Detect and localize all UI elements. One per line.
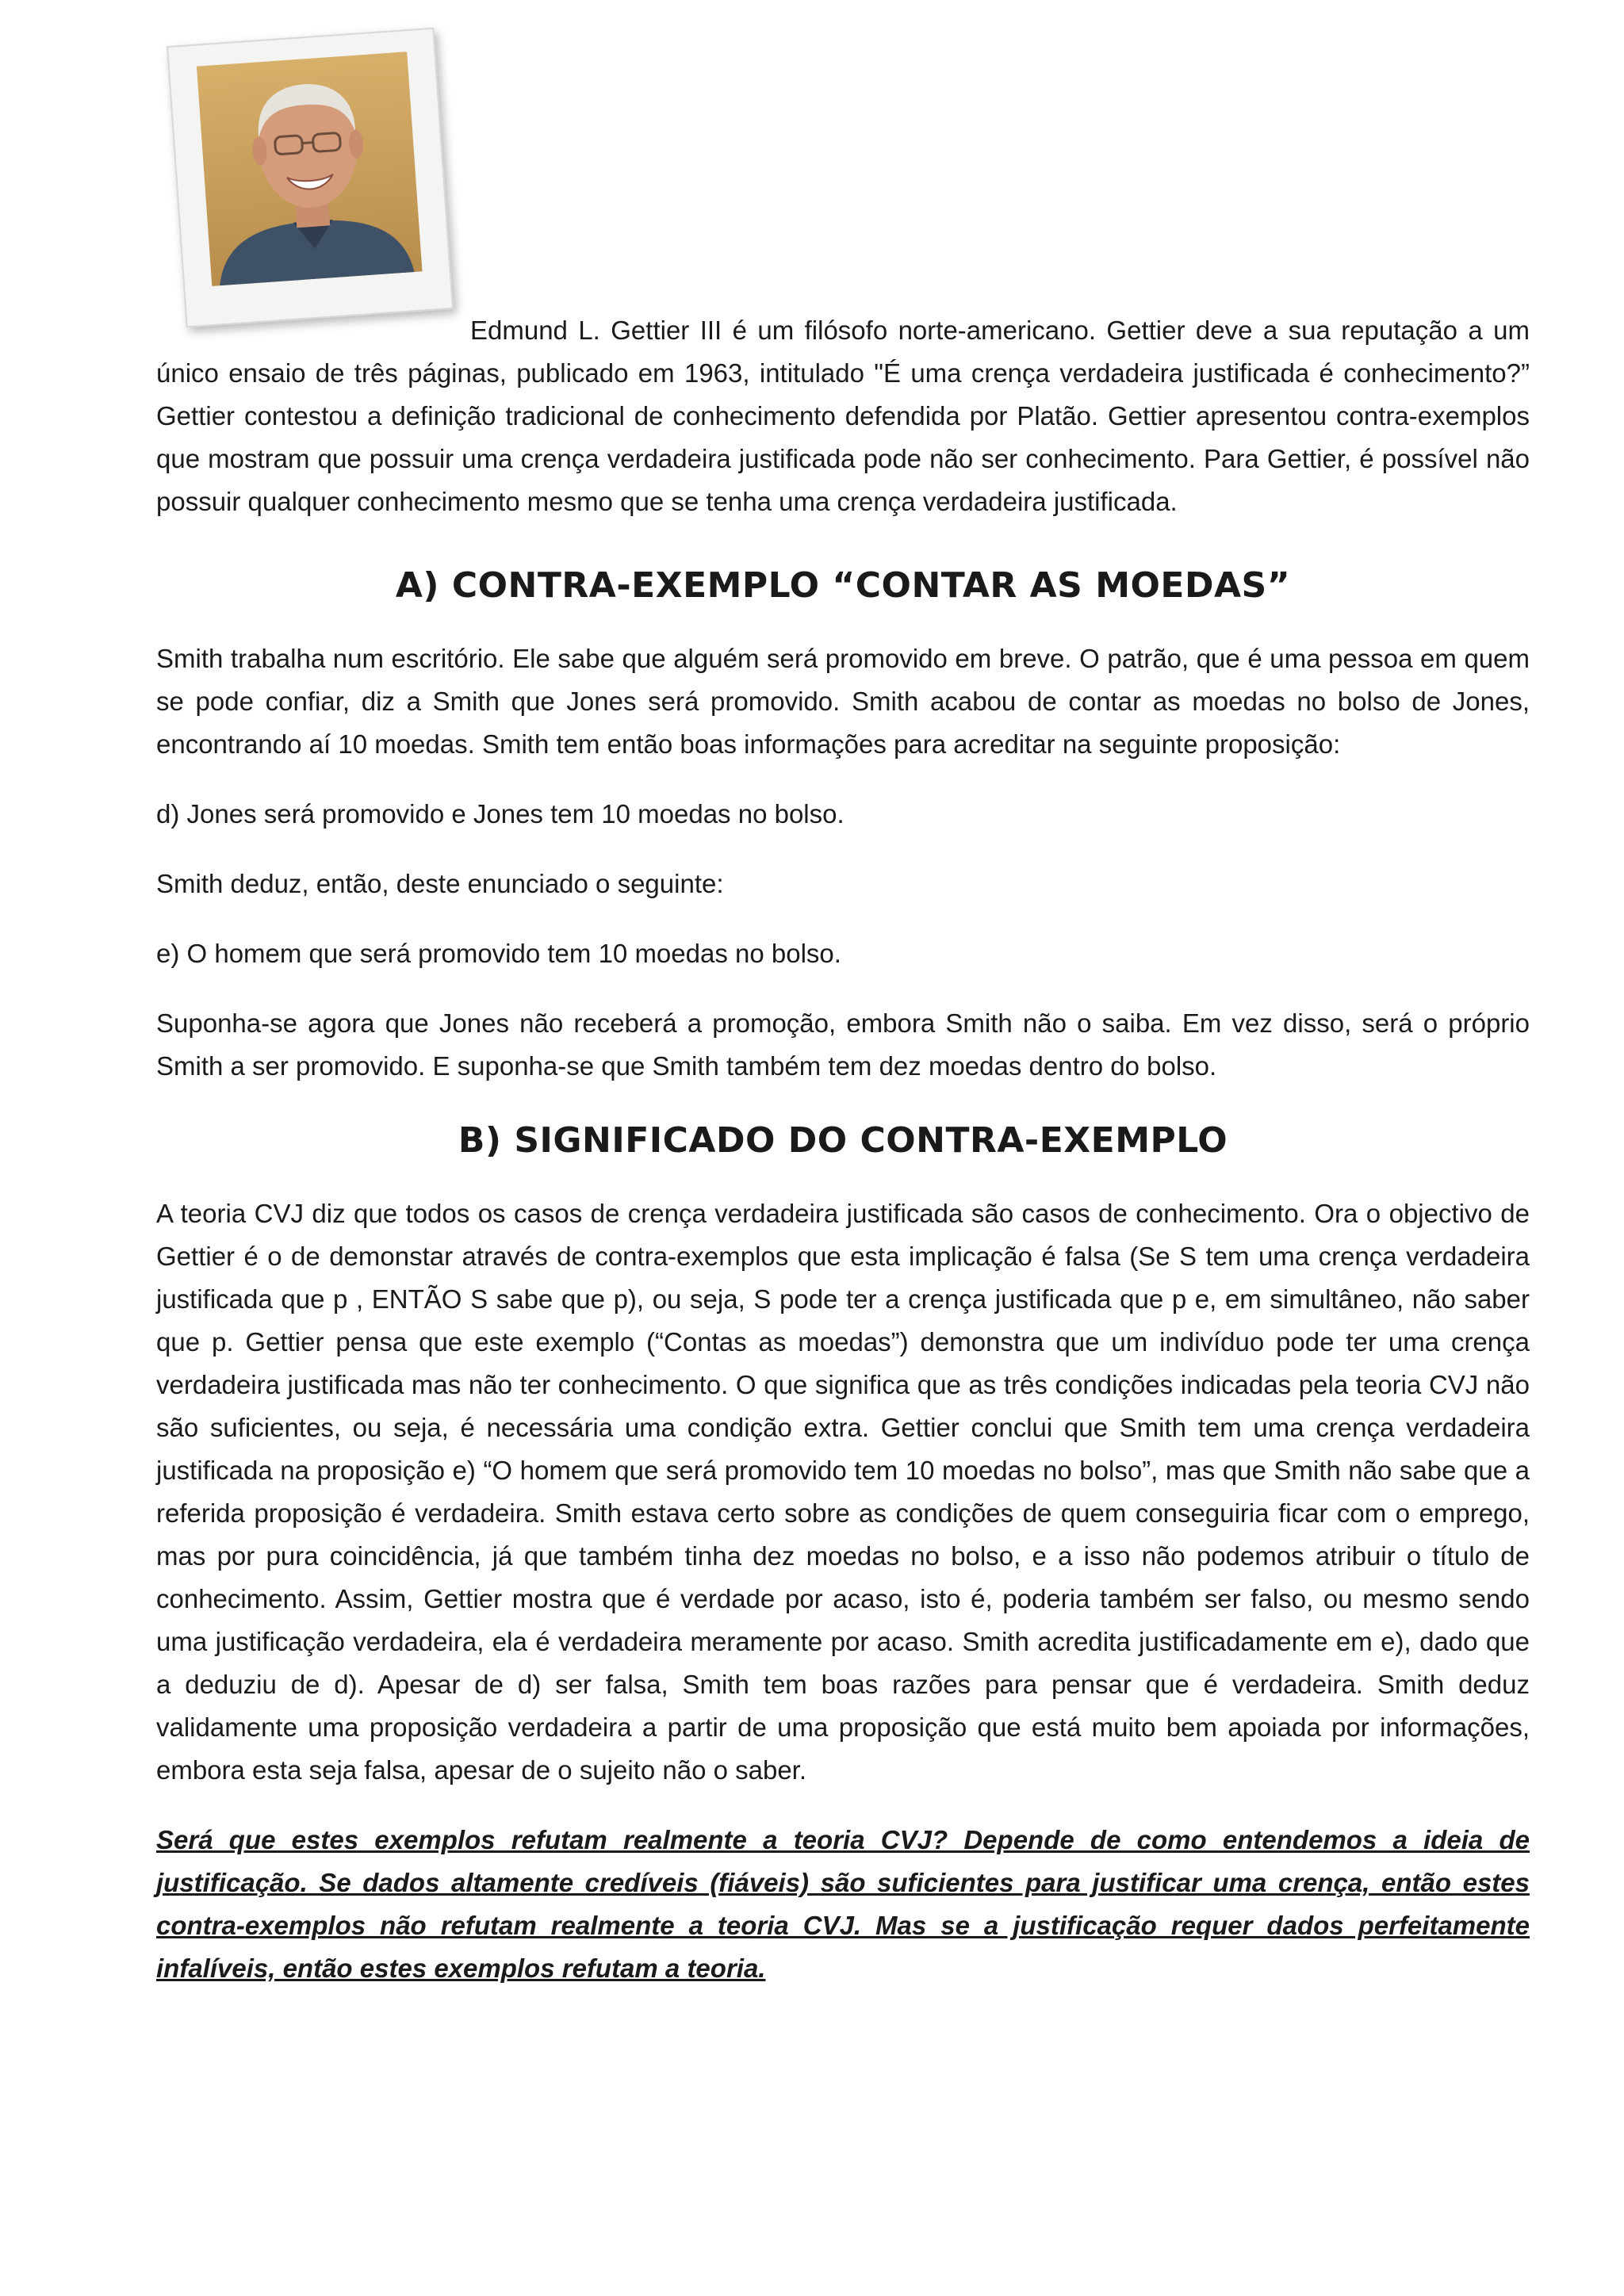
section-a-paragraph: Smith trabalha num escritório. Ele sabe que alguém será promovido em breve. O patrão, que é uma pessoa em quem se pode confiar, diz a Smith que Jones será promovido. Smith acabou de contar as moedas no bolso de Jones, encontrando aí 10 moedas. Smith tem então boas informações para acreditar na seguinte proposição: [156, 644, 1530, 759]
document-body [156, 309, 1530, 1990]
intro-paragraph: Edmund L. Gettier III é um filósofo norte-americano. Gettier deve a sua reputação a um único ensaio de três páginas, publicado em 1963, intitulado "É uma crença verdadeira justificada é conhecimento?” Gettier contestou a definição tradicional de conhecimento defendida por Platão. Gettier apresentou contra-exemplos que mostram que possuir uma crença verdadeira justificada pode não ser conhecimento. Para Gettier, é possível não possuir qualquer conhecimento mesmo que se tenha uma crença verdadeira justificada. [156, 316, 1530, 516]
section-a-paragraph: Suponha-se agora que Jones não receberá a promoção, embora Smith não o saiba. Em vez disso, será o próprio Smith a ser promovido. E suponha-se que Smith também tem dez moedas dentro do bolso. [156, 1008, 1530, 1081]
section-a-heading: A) CONTRA-EXEMPLO “CONTAR AS MOEDAS” [395, 565, 1291, 606]
portrait-photo-frame [167, 28, 454, 328]
portrait-photo [197, 52, 423, 286]
section-b-paragraph: A teoria CVJ diz que todos os casos de crença verdadeira justificada são casos de conhecimento. Ora o objectivo de Gettier é o de demonstar através de contra-exemplos que esta implicação é falsa (Se S tem uma crença verdadeira justificada que p , ENTÃO S sabe que p), ou seja, S pode ter a crença justificada que p e, em simultâneo, não saber que p. Gettier pensa que este exemplo (“Contas as moedas”) demonstra que um indivíduo pode ter uma crença verdadeira justificada mas não ter conhecimento. O que significa que as três condições indicadas pela teoria CVJ não são suficientes, ou seja, é necessária uma condição extra. Gettier conclui que Smith tem uma crença verdadeira justificada na proposição e) “O homem que será promovido tem 10 moedas no bolso”, mas que Smith não sabe que a referida proposição é verdadeira. Smith estava certo sobre as condições de quem conseguiria ficar com o emprego, mas por pura coincidência, já que também tinha dez moedas no bolso, e a isso não podemos atribuir o título de conhecimento. Assim, Gettier mostra que é verdade por acaso, isto é, poderia também ser falso, ou mesmo sendo uma justificação verdadeira, ela é verdadeira meramente por acaso. Smith acredita justificadamente em e), dado que a deduziu de d). Apesar de d) ser falsa, Smith tem boas razões para pensar que é verdadeira. Smith deduz validamente uma proposição verdadeira a partir de uma proposição que está muito bem apoiada por informações, embora esta seja falsa, apesar de o sujeito não o saber. [156, 1199, 1530, 1785]
section-a-paragraph: Smith deduz, então, deste enunciado o seguinte: [156, 869, 724, 898]
section-b-heading: B) SIGNIFICADO DO CONTRA-EXEMPLO [458, 1120, 1228, 1161]
proposition-d: d) Jones será promovido e Jones tem 10 moedas no bolso. [156, 799, 845, 828]
proposition-e: e) O homem que será promovido tem 10 moedas no bolso. [156, 939, 841, 968]
conclusion-paragraph: Será que estes exemplos refutam realmente a teoria CVJ? Depende de como entendemos a ideia de justificação. Se dados altamente credíveis (fiáveis) são suficientes para justificar uma crença, então estes contra-exemplos não refutam realmente a teoria CVJ. Mas se a justificação requer dados perfeitamente infalíveis, então estes exemplos refutam a teoria. [156, 1825, 1530, 1983]
